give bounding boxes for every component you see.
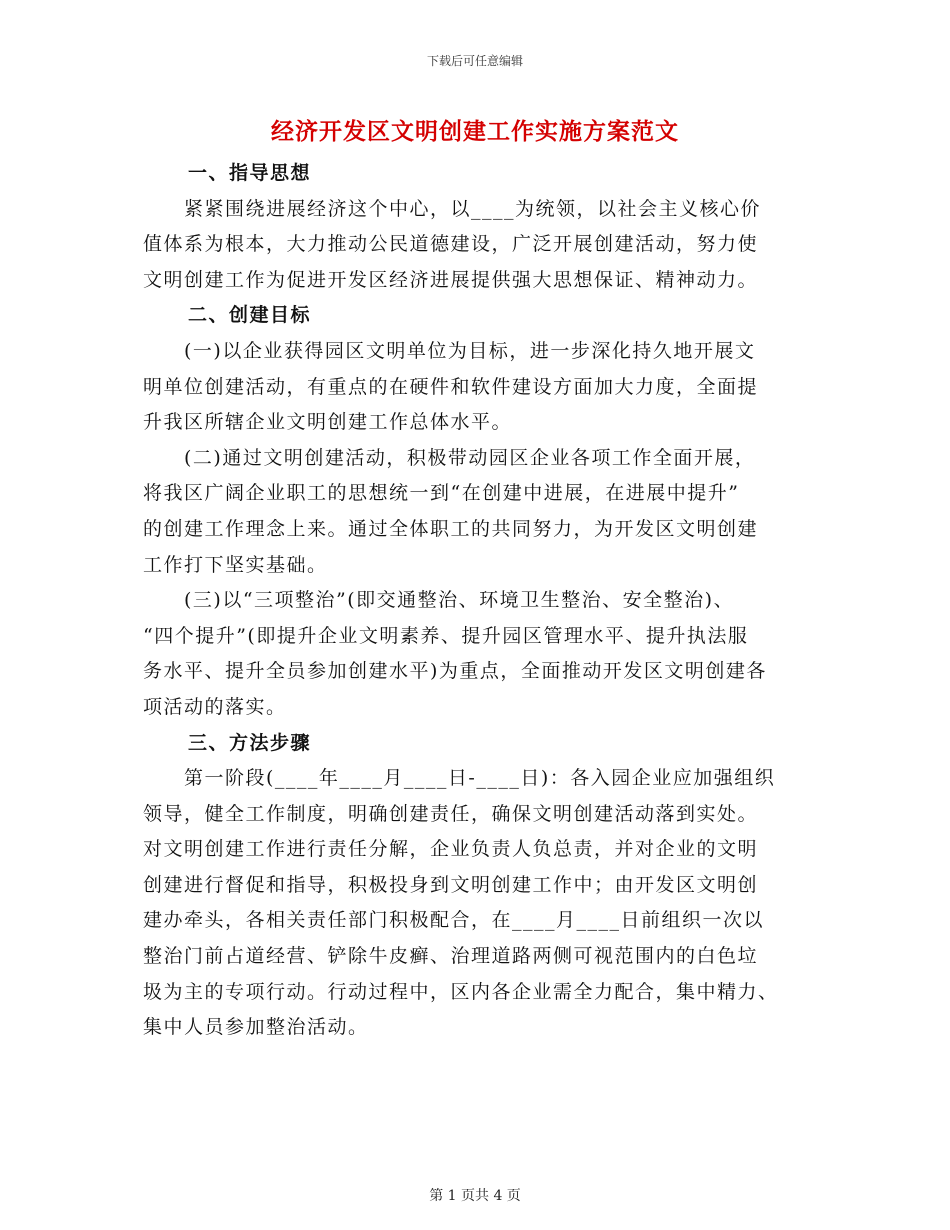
text-line: 文明创建工作为促进开发区经济进展提供强大思想保证、精神动力。	[143, 268, 759, 291]
text-line: 圾为主的专项行动。行动过程中，区内各企业需全力配合，集中精力、	[143, 980, 779, 1003]
text-line: (二)通过文明创建活动，积极带动园区企业各项工作全面开展，	[143, 446, 756, 469]
text-line: 升我区所辖企业文明创建工作总体水平。	[143, 411, 513, 434]
text-line: 工作打下坚实基础。	[143, 553, 328, 576]
page-number: 第 1 页共 4 页	[429, 1188, 521, 1204]
text-line: 创建进行督促和指导，积极投身到文明创建工作中；由开发区文明创	[143, 873, 759, 896]
text-line: 领导，健全工作制度，明确创建责任，确保文明创建活动落到实处。	[143, 802, 759, 825]
text-line: 第一阶段(____年____月____日-____日)：各入园企业应加强组织	[143, 767, 776, 790]
text-line: 务水平、提升全员参加创建水平)为重点，全面推动开发区文明创建各	[143, 660, 767, 683]
text-line: 对文明创建工作进行责任分解，企业负责人负总责，并对企业的文明	[143, 838, 759, 861]
section-heading: 一、指导思想	[188, 162, 312, 184]
header-note: 下载后可任意编辑	[426, 54, 523, 68]
section-heading: 三、方法步骤	[188, 731, 312, 754]
text-line: 集中人员参加整治活动。	[143, 1016, 369, 1039]
text-line: 的创建工作理念上来。通过全体职工的共同努力，为开发区文明创建	[143, 517, 759, 540]
text-line: 将我区广阔企业职工的思想统一到“在创建中进展，在进展中提升”	[143, 482, 740, 505]
text-line: 明单位创建活动，有重点的在硬件和软件建设方面加大力度，全面提	[143, 375, 759, 398]
document-body	[143, 156, 808, 1046]
text-line: (三)以“三项整治”(即交通整治、环境卫生整治、安全整治)、	[143, 589, 735, 612]
text-line: 紧紧围绕进展经济这个中心，以____为统领，以社会主义核心价	[143, 197, 762, 220]
text-line: 整治门前占道经营、铲除牛皮癣、治理道路两侧可视范围内的白色垃	[143, 945, 759, 968]
text-line: 建办牵头，各相关责任部门积极配合，在____月____日前组织一次以	[143, 909, 765, 932]
text-line: “四个提升”(即提升企业文明素养、提升园区管理水平、提升执法服	[143, 624, 749, 647]
section-heading: 二、创建目标	[188, 304, 312, 327]
text-line: 值体系为根本，大力推动公民道德建设，广泛开展创建活动，努力使	[143, 233, 759, 256]
text-line: (一)以企业获得园区文明单位为目标，进一步深化持久地开展文	[143, 339, 756, 362]
text-line: 项活动的落实。	[143, 695, 287, 718]
document-title: 经济开发区文明创建工作实施方案范文	[271, 118, 679, 145]
